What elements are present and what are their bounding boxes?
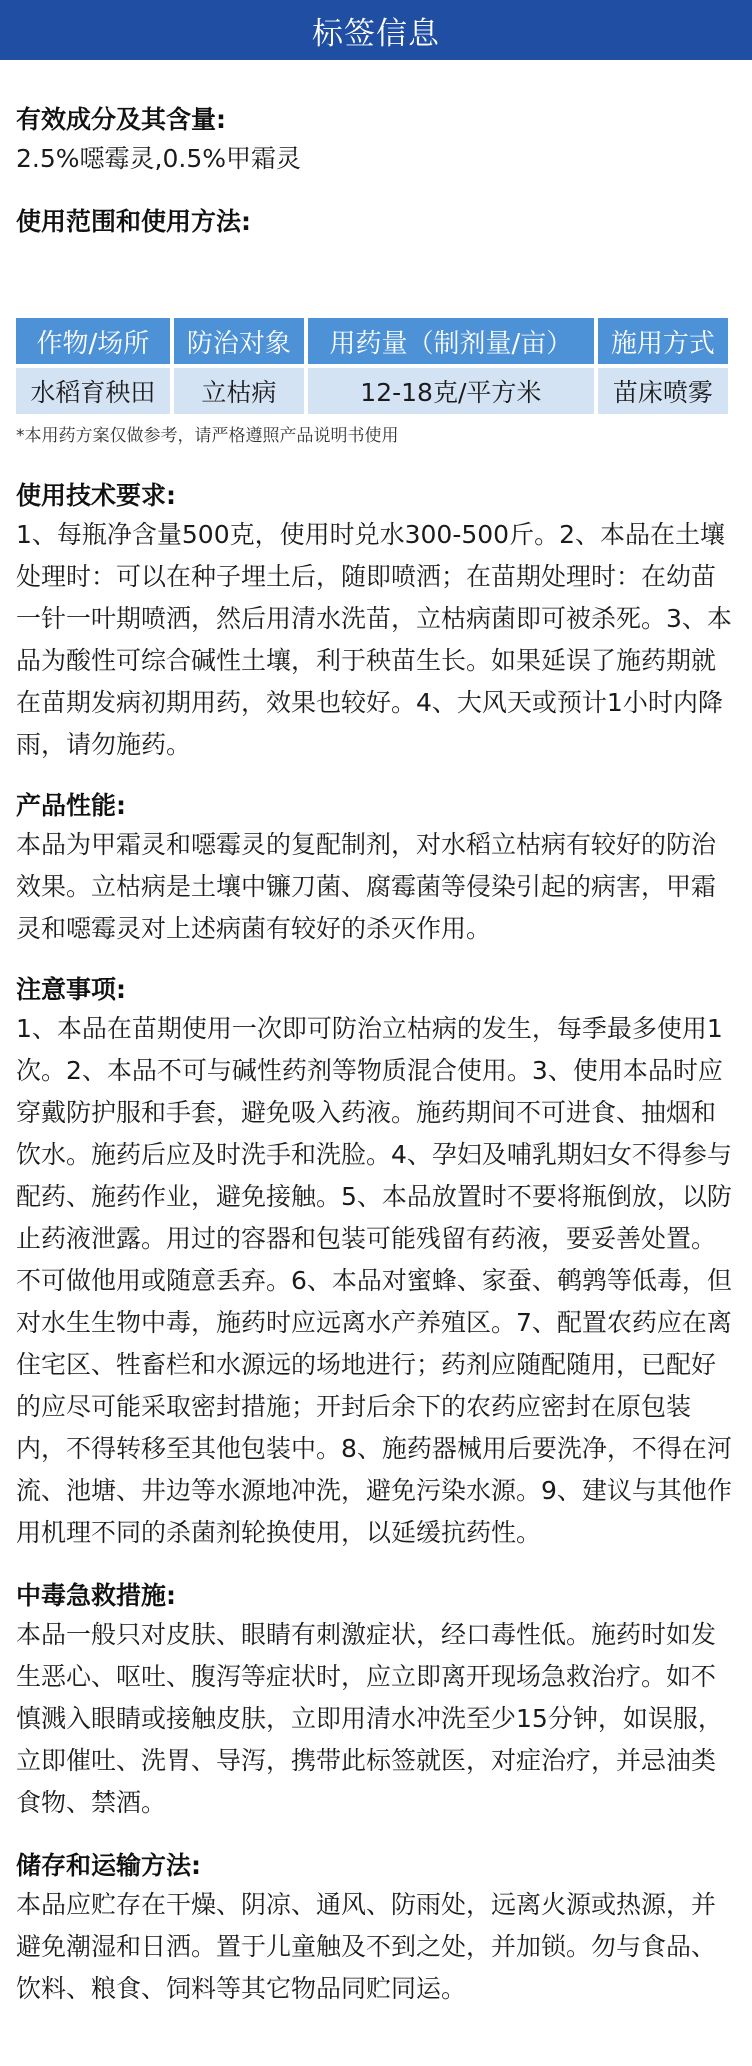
storage-title: 储存和运输方法: [16, 1851, 201, 1880]
cautions-text: 1、本品在苗期使用一次即可防治立枯病的发生，每季最多使用1次。2、本品不可与碱性药剂等物质混合使用。3、使用本品时应穿戴防护服和手套，避免吸入药液。施药期间不可进食、抽烟和饮水。施药后应及时洗手和洗脸。4、孕妇及哺乳期妇女不得参与配药、施药作业，避免接触。5、本品放置时不要将瓶倒放，以防止药液泄露。用过的容器和包装可能残留有药液，要妥善处置。不可做他用或随意丢弃。6、本品对蜜蜂、家蚕、鹌鹑等低毒，但对水生生物中毒，施药时应远离水产养殖区。7、配置农药应在离住宅区、牲畜栏和水源远的场地进行；药剂应随配随用，已配好的应尽可能采取密封措施；开封后余下的农药应密封在原包装内，不得转移至其他包装中。8、施药器械用后要洗净，不得在河流、池塘、井边等水源地冲洗，避免污染水源。9、建议与其他作用机理不同的杀菌剂轮换使用，以延缓抗药性。 [16, 1014, 732, 1547]
usage-table-header-row [16, 318, 728, 364]
first-aid-section [16, 1578, 736, 1824]
cautions-section [16, 972, 736, 1554]
first-aid-text: 本品一般只对皮肤、眼睛有刺激症状，经口毒性低。施药时如发生恶心、呕吐、腹泻等症状时，应立即离开现场急救治疗。如不慎溅入眼睛或接触皮肤，立即用清水冲洗至少15分钟，如误服，立即催吐、洗胃、导泻，携带此标签就医，对症治疗，并忌油类食物、禁酒。 [16, 1620, 723, 1817]
table-row [16, 368, 728, 414]
column-header-crop: 作物/场所 [16, 318, 170, 364]
technical-text: 1、每瓶净含量500克，使用时兑水300-500斤。2、本品在土壤处理时：可以在种子埋土后，随即喷洒；在苗期处理时：在幼苗一针一叶期喷洒，然后用清水洗苗，立枯病菌即可被杀死。3、本品为酸性可综合碱性土壤，利于秧苗生长。如果延误了施药期就在苗期发病初期用药，效果也较好。4、大风天或预计1小时内降雨，请勿施药。 [16, 520, 732, 759]
ingredients-section [16, 102, 736, 180]
column-header-method: 施用方式 [598, 318, 728, 364]
usage-table [12, 314, 732, 418]
ingredients-title: 有效成分及其含量: [16, 105, 226, 134]
performance-title: 产品性能: [16, 791, 126, 820]
usage-section [16, 204, 736, 448]
cell-dosage: 12-18克/平方米 [308, 368, 594, 414]
storage-section [16, 1848, 736, 2010]
technical-section [16, 478, 736, 766]
usage-title: 使用范围和使用方法: [16, 207, 251, 236]
cell-target: 立枯病 [174, 368, 304, 414]
technical-title: 使用技术要求: [16, 481, 176, 510]
column-header-target: 防治对象 [174, 318, 304, 364]
performance-section [16, 788, 736, 950]
performance-text: 本品为甲霜灵和噁霉灵的复配制剂，对水稻立枯病有较好的防治效果。立枯病是土壤中镰刀菌、腐霉菌等侵染引起的病害，甲霜灵和噁霉灵对上述病菌有较好的杀灭作用。 [16, 830, 717, 943]
column-header-dosage: 用药量（制剂量/亩） [308, 318, 594, 364]
ingredients-text: 2.5%噁霉灵,0.5%甲霜灵 [16, 144, 301, 173]
first-aid-title: 中毒急救措施: [16, 1581, 176, 1610]
page-title: 标签信息 [312, 15, 440, 52]
cell-method: 苗床喷雾 [598, 368, 728, 414]
cautions-title: 注意事项: [16, 975, 126, 1004]
usage-note: *本用药方案仅做参考，请严格遵照产品说明书使用 [16, 426, 399, 446]
page-header [0, 0, 752, 60]
label-content [0, 102, 752, 2010]
storage-text: 本品应贮存在干燥、阴凉、通风、防雨处，远离火源或热源，并避免潮湿和日洒。置于儿童触及不到之处，并加锁。勿与食品、饮料、粮食、饲料等其它物品同贮同运。 [16, 1890, 717, 2003]
cell-crop: 水稻育秧田 [16, 368, 170, 414]
